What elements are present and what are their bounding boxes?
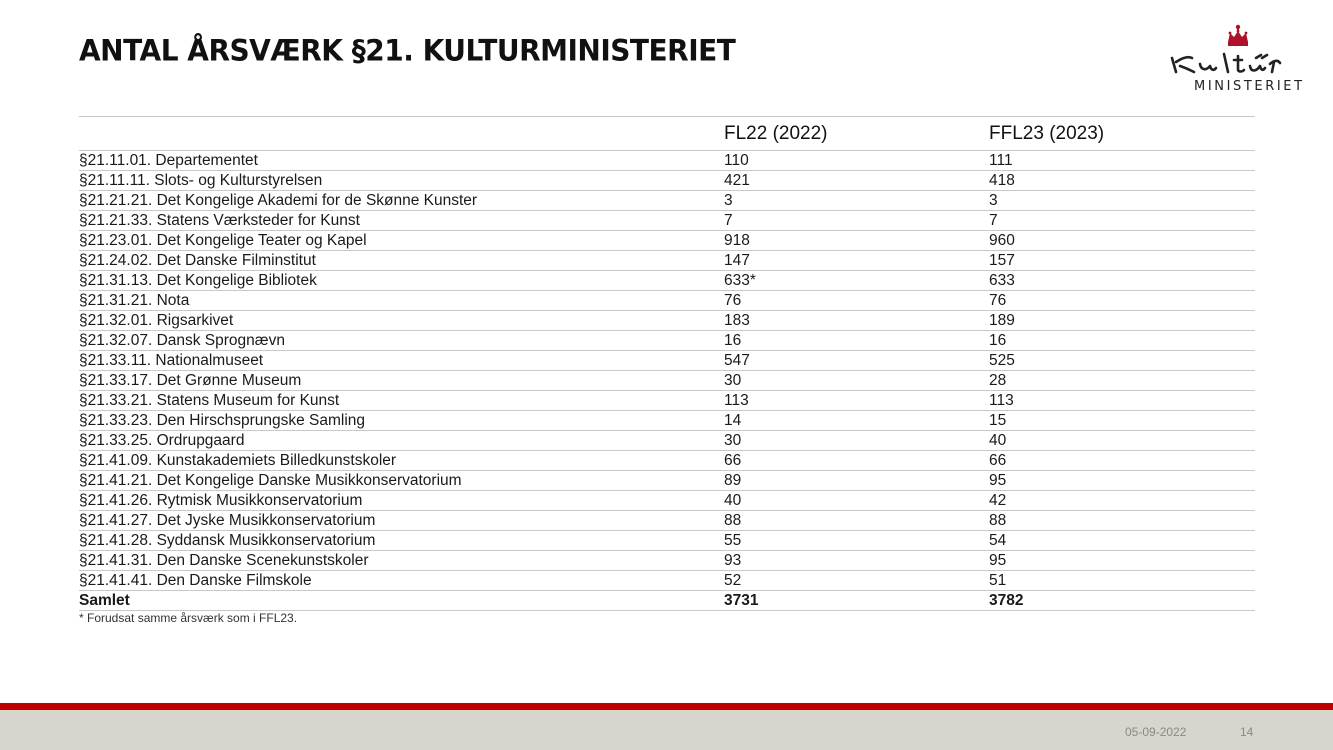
fl22-cell: 421	[724, 171, 989, 191]
ffl23-cell: 113	[989, 391, 1255, 411]
ffl23-cell: 54	[989, 531, 1255, 551]
table-row	[79, 571, 1255, 591]
institution-cell: §21.33.11. Nationalmuseet	[79, 351, 724, 371]
table-row	[79, 371, 1255, 391]
fl22-cell: 30	[724, 371, 989, 391]
header-institution	[79, 117, 724, 151]
table-row	[79, 231, 1255, 251]
institution-cell: §21.41.21. Det Kongelige Danske Musikkonservatorium	[79, 471, 724, 491]
table-row	[79, 391, 1255, 411]
accent-red-bar	[0, 703, 1333, 710]
fl22-cell: 113	[724, 391, 989, 411]
total-label: Samlet	[79, 591, 724, 611]
ffl23-cell: 95	[989, 471, 1255, 491]
institution-cell: §21.31.13. Det Kongelige Bibliotek	[79, 271, 724, 291]
total-ffl23: 3782	[989, 591, 1255, 611]
table-row	[79, 151, 1255, 171]
fl22-cell: 52	[724, 571, 989, 591]
institution-cell: §21.41.31. Den Danske Scenekunstskoler	[79, 551, 724, 571]
ffl23-cell: 15	[989, 411, 1255, 431]
institution-cell: §21.41.26. Rytmisk Musikkonservatorium	[79, 491, 724, 511]
staff-years-table	[79, 116, 1255, 611]
fl22-cell: 110	[724, 151, 989, 171]
institution-cell: §21.41.28. Syddansk Musikkonservatorium	[79, 531, 724, 551]
fl22-cell: 918	[724, 231, 989, 251]
institution-cell: §21.23.01. Det Kongelige Teater og Kapel	[79, 231, 724, 251]
header-fl22: FL22 (2022)	[724, 117, 989, 151]
institution-cell: §21.33.17. Det Grønne Museum	[79, 371, 724, 391]
ffl23-cell: 189	[989, 311, 1255, 331]
table-row	[79, 331, 1255, 351]
ffl23-cell: 3	[989, 191, 1255, 211]
table-row	[79, 411, 1255, 431]
table-row	[79, 311, 1255, 331]
fl22-cell: 30	[724, 431, 989, 451]
ffl23-cell: 51	[989, 571, 1255, 591]
fl22-cell: 547	[724, 351, 989, 371]
fl22-cell: 55	[724, 531, 989, 551]
crown-logo-icon	[1166, 22, 1311, 78]
institution-cell: §21.32.07. Dansk Sprognævn	[79, 331, 724, 351]
page-number: 14	[1240, 725, 1254, 739]
fl22-cell: 66	[724, 451, 989, 471]
fl22-cell: 89	[724, 471, 989, 491]
fl22-cell: 40	[724, 491, 989, 511]
institution-cell: §21.41.41. Den Danske Filmskole	[79, 571, 724, 591]
ffl23-cell: 418	[989, 171, 1255, 191]
ffl23-cell: 633	[989, 271, 1255, 291]
table-row	[79, 431, 1255, 451]
header-ffl23: FFL23 (2023)	[989, 117, 1255, 151]
table-row	[79, 491, 1255, 511]
total-fl22: 3731	[724, 591, 989, 611]
fl22-cell: 16	[724, 331, 989, 351]
logo-ministeriet-text: MINISTERIET	[1194, 79, 1305, 94]
ffl23-cell: 157	[989, 251, 1255, 271]
fl22-cell: 76	[724, 291, 989, 311]
fl22-cell: 14	[724, 411, 989, 431]
ffl23-cell: 40	[989, 431, 1255, 451]
table-row	[79, 291, 1255, 311]
footnote: * Forudsat samme årsværk som i FFL23.	[79, 611, 298, 625]
institution-cell: §21.33.23. Den Hirschsprungske Samling	[79, 411, 724, 431]
table-row	[79, 511, 1255, 531]
ffl23-cell: 525	[989, 351, 1255, 371]
fl22-cell: 93	[724, 551, 989, 571]
institution-cell: §21.31.21. Nota	[79, 291, 724, 311]
institution-cell: §21.33.25. Ordrupgaard	[79, 431, 724, 451]
table-header-row	[79, 117, 1255, 151]
institution-cell: §21.11.01. Departementet	[79, 151, 724, 171]
total-row	[79, 591, 1255, 611]
ffl23-cell: 42	[989, 491, 1255, 511]
fl22-cell: 147	[724, 251, 989, 271]
fl22-cell: 633*	[724, 271, 989, 291]
ffl23-cell: 88	[989, 511, 1255, 531]
table-row	[79, 211, 1255, 231]
institution-cell: §21.11.11. Slots- og Kulturstyrelsen	[79, 171, 724, 191]
fl22-cell: 88	[724, 511, 989, 531]
slide-title: ANTAL ÅRSVÆRK §21. KULTURMINISTERIET	[79, 33, 736, 68]
table-body	[79, 151, 1255, 611]
institution-cell: §21.24.02. Det Danske Filminstitut	[79, 251, 724, 271]
table-row	[79, 531, 1255, 551]
footer-date: 05-09-2022	[1125, 725, 1187, 739]
institution-cell: §21.32.01. Rigsarkivet	[79, 311, 724, 331]
kulturministeriet-logo	[1166, 22, 1311, 98]
institution-cell: §21.21.21. Det Kongelige Akademi for de Skønne Kunster	[79, 191, 724, 211]
ffl23-cell: 76	[989, 291, 1255, 311]
ffl23-cell: 960	[989, 231, 1255, 251]
institution-cell: §21.41.27. Det Jyske Musikkonservatorium	[79, 511, 724, 531]
fl22-cell: 183	[724, 311, 989, 331]
table-row	[79, 351, 1255, 371]
table-row	[79, 251, 1255, 271]
ffl23-cell: 7	[989, 211, 1255, 231]
table-row	[79, 551, 1255, 571]
table-row	[79, 471, 1255, 491]
fl22-cell: 7	[724, 211, 989, 231]
ffl23-cell: 111	[989, 151, 1255, 171]
ffl23-cell: 28	[989, 371, 1255, 391]
table-row	[79, 451, 1255, 471]
institution-cell: §21.21.33. Statens Værksteder for Kunst	[79, 211, 724, 231]
ffl23-cell: 16	[989, 331, 1255, 351]
ffl23-cell: 66	[989, 451, 1255, 471]
fl22-cell: 3	[724, 191, 989, 211]
ffl23-cell: 95	[989, 551, 1255, 571]
institution-cell: §21.33.21. Statens Museum for Kunst	[79, 391, 724, 411]
table-row	[79, 191, 1255, 211]
institution-cell: §21.41.09. Kunstakademiets Billedkunstskoler	[79, 451, 724, 471]
table-row	[79, 271, 1255, 291]
footer-bar	[0, 710, 1333, 750]
table-row	[79, 171, 1255, 191]
staff-years-table-container	[79, 116, 1255, 611]
